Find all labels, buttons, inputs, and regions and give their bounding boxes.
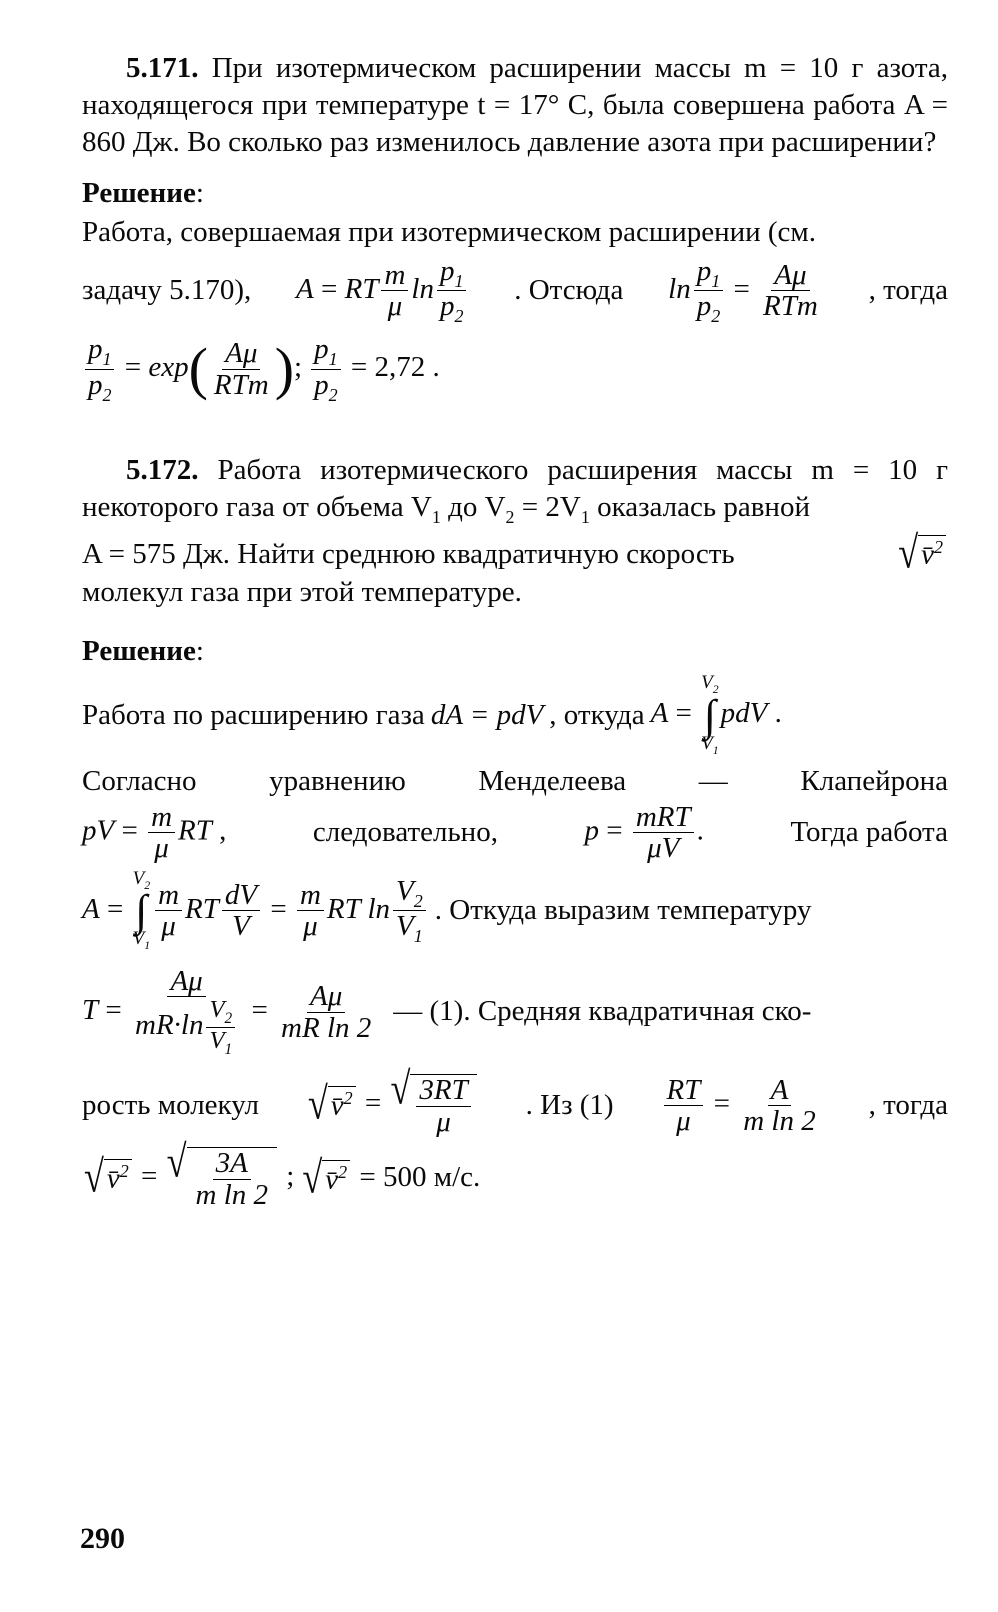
problem-5-172: 5.172. Работа изотермического расширения массы m = 10 г некоторого газа от объема $V_1$ до $V_2 = 2V_1$ оказалась равной xyxy=(82,454,948,528)
work-formula: A = RT $\frac{m}{\mu}$ ln $\frac{p_1}{p_2}$ xyxy=(296,256,469,326)
problem-number: 5.171. xyxy=(126,52,199,84)
page-body xyxy=(82,50,948,1210)
rt-over-mu: $\frac{RT}{\mu}$ = $\frac{A}{\text{m ln 2}}$ xyxy=(661,1075,822,1137)
formula-line: pV = $\frac{m}{\mu}$ RT , следовательно, p = $\frac{\text{mRT}}{\mu V}$ . Тогда работа xyxy=(82,800,948,865)
rms-final-value: √ v̄$^2$ = 500 м/с. xyxy=(302,1152,481,1203)
solution-heading: Решение: xyxy=(82,635,204,668)
temperature-formula: T = Aμ mR·ln $\frac{V_2}{V_1}$ = $\frac{A\mu}{\text{mR ln 2}}$ xyxy=(82,964,372,1059)
rms-speed-formula: √ v̄$^2$ = √ $\frac{3RT}{\mu}$ xyxy=(306,1074,479,1137)
log-formula: ln $\frac{p_1}{p_2}$ = $\frac{A\mu}{\text{RTm}}$ xyxy=(668,254,818,327)
problem-5-171 xyxy=(82,50,948,161)
formula-line: A = $V_2$ ∫ $V_1$ $\frac{m}{\mu}$ RT $\frac{dV}{V}$ = $\frac{m}{\mu}$ RT ln $\frac{V_2}{V_1}$ . Откуда выразим температуру xyxy=(82,867,812,953)
solution-heading: Решение: xyxy=(82,177,204,210)
rms-final-formula: √ v̄$^2$ = √ $\frac{3A}{\text{m ln 2}}$ ; xyxy=(84,1136,295,1211)
integral-formula: A = $V_2$ ∫ $V_1$ pdV . xyxy=(650,672,782,757)
ratio-result: $\frac{p_1}{p_2}$ = 2,72 . xyxy=(308,334,440,404)
clapeyron-equation: pV = $\frac{m}{\mu}$ RT , xyxy=(82,800,227,865)
rms-speed-symbol: √ v̄$^2$ xyxy=(898,535,946,574)
page-number: 290 xyxy=(80,1522,125,1555)
work-integral: A = $V_2$ ∫ $V_1$ $\frac{m}{\mu}$ RT $\frac{dV}{V}$ = $\frac{m}{\mu}$ RT ln $\frac{V_2}{V_1}$ xyxy=(82,870,429,952)
differential-work: dA = pdV xyxy=(430,698,544,731)
pressure-formula: p = $\frac{\text{mRT}}{\mu V}$ . xyxy=(584,800,704,865)
formula-line: задачу 5.170), A = RT $\frac{m}{\mu}$ ln $\frac{p_1}{p_2}$ . Отсюда ln $\frac{p_1}{p_2}$ = $\frac{A\mu}{\text{RTm}}$ , тогда xyxy=(82,254,948,327)
formula-line: Работа по расширению газа dA = pdV , откуда A = $V_2$ ∫ $V_1$ pdV . xyxy=(82,672,782,757)
exp-formula: $\frac{p_1}{p_2}$ = exp( $\frac{A\mu}{\text{RTm}}$ ); xyxy=(82,334,302,404)
formula-line: T = Aμ mR·ln $\frac{V_2}{V_1}$ = $\frac{A\mu}{\text{mR ln 2}}$ — (1). Средняя квадратичная ско- xyxy=(82,964,812,1059)
problem-line: A = 575 Дж. Найти среднюю квадратичную скорость √ v̄$^2$ xyxy=(82,535,948,574)
text-line: Согласно уравнению Менделеева — Клапейрона xyxy=(82,764,948,797)
formula-line: рость молекул √ v̄$^2$ = √ $\frac{3RT}{\mu}$ . Из (1) $\frac{RT}{\mu}$ = $\frac{A}{\text{m ln 2}}$ , тогда xyxy=(82,1063,948,1138)
problem-number: 5.172. xyxy=(126,454,199,487)
formula-line xyxy=(82,1136,948,1211)
solution-text: Работа, совершаемая при изотермическом расширении (см. xyxy=(82,216,817,249)
problem-text: При изотермическом расширении массы m = 10 г азота, находящегося при температуре t = 17° С, была совершена работа A = 860 Дж. Во сколько раз изменилось давление азота при расширении? xyxy=(82,52,948,159)
formula-line xyxy=(82,334,948,404)
problem-text: молекул газа при этой температуре. xyxy=(82,575,522,608)
